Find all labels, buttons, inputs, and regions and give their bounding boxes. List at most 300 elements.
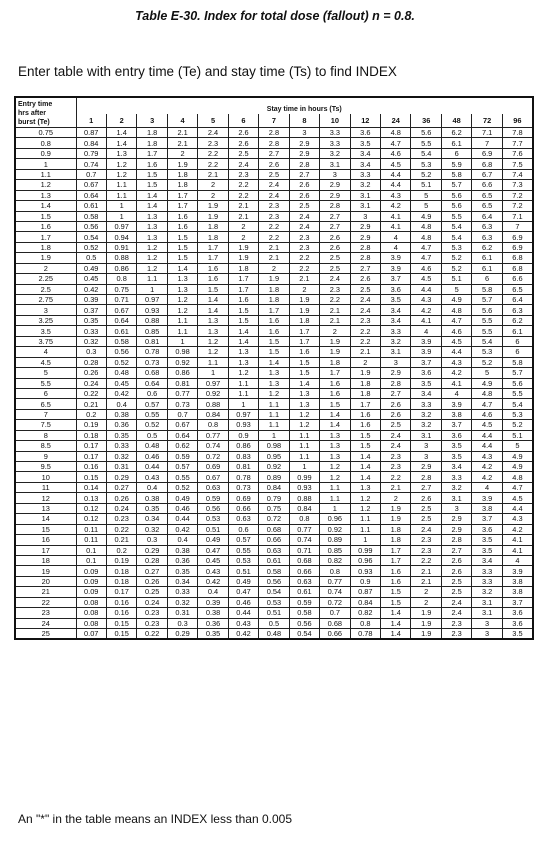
stay-time-column-header: 72 <box>472 114 502 128</box>
index-cell: 1.9 <box>167 159 197 169</box>
index-cell: 2.2 <box>350 326 380 336</box>
index-cell: 1.9 <box>198 211 228 221</box>
index-cell: 5.2 <box>502 420 533 430</box>
index-cell: 2.7 <box>381 388 411 398</box>
index-cell: 0.64 <box>76 190 106 200</box>
table-row <box>15 409 533 419</box>
index-cell: 1.6 <box>320 378 350 388</box>
index-cell: 2.4 <box>381 430 411 440</box>
index-cell: 1.3 <box>289 388 319 398</box>
index-cell: 2.7 <box>441 545 471 555</box>
index-cell: 1.5 <box>259 336 289 346</box>
entry-time-cell: 24 <box>15 618 76 628</box>
index-cell: 2 <box>167 148 197 158</box>
index-cell: 3.4 <box>350 148 380 158</box>
entry-time-cell: 1.4 <box>15 201 76 211</box>
index-cell: 0.24 <box>76 378 106 388</box>
index-cell: 0.25 <box>137 587 167 597</box>
index-cell: 5.4 <box>502 399 533 409</box>
index-cell: 1.2 <box>259 388 289 398</box>
index-cell: 0.5 <box>259 618 289 628</box>
index-cell: 2.4 <box>259 190 289 200</box>
index-cell: 1 <box>167 336 197 346</box>
index-cell: 5.2 <box>441 253 471 263</box>
index-cell: 0.26 <box>76 368 106 378</box>
index-cell: 0.75 <box>106 284 136 294</box>
index-cell: 5.5 <box>441 211 471 221</box>
index-cell: 3.6 <box>441 430 471 440</box>
index-cell: 7 <box>472 138 502 148</box>
table-row <box>15 399 533 409</box>
index-cell: 0.97 <box>106 221 136 231</box>
index-cell: 6 <box>472 274 502 284</box>
index-cell: 1.1 <box>289 451 319 461</box>
index-cell: 2.5 <box>228 148 258 158</box>
index-cell: 1.4 <box>350 451 380 461</box>
index-cell: 3.5 <box>472 545 502 555</box>
index-cell: 2.9 <box>350 221 380 231</box>
index-cell: 0.72 <box>320 597 350 607</box>
index-cell: 2.3 <box>381 451 411 461</box>
index-cell: 1.1 <box>320 482 350 492</box>
index-cell: 0.42 <box>76 284 106 294</box>
index-cell: 2.2 <box>411 555 441 565</box>
index-cell: 2.6 <box>259 159 289 169</box>
index-cell: 0.52 <box>167 482 197 492</box>
index-cell: 4.7 <box>411 253 441 263</box>
index-cell: 0.47 <box>198 545 228 555</box>
entry-time-cell: 16 <box>15 535 76 545</box>
index-cell: 0.36 <box>106 420 136 430</box>
index-cell: 1.2 <box>198 336 228 346</box>
index-cell: 1 <box>350 535 380 545</box>
index-cell: 4.4 <box>472 441 502 451</box>
entry-time-cell: 5.5 <box>15 378 76 388</box>
index-cell: 0.51 <box>228 566 258 576</box>
index-cell: 0.62 <box>167 441 197 451</box>
index-cell: 4.9 <box>472 378 502 388</box>
entry-time-cell: 7.5 <box>15 420 76 430</box>
index-cell: 1.8 <box>228 263 258 273</box>
index-cell: 4.4 <box>472 430 502 440</box>
index-cell: 7.1 <box>472 128 502 138</box>
index-cell: 2.9 <box>289 148 319 158</box>
index-cell: 0.52 <box>106 357 136 367</box>
index-cell: 0.14 <box>76 482 106 492</box>
index-cell: 1.9 <box>381 514 411 524</box>
index-cell: 2.6 <box>381 399 411 409</box>
index-cell: 2.4 <box>411 524 441 534</box>
table-row <box>15 472 533 482</box>
index-cell: 2.6 <box>320 232 350 242</box>
index-cell: 0.38 <box>167 545 197 555</box>
index-cell: 0.66 <box>228 503 258 513</box>
index-cell: 1.6 <box>289 347 319 357</box>
index-cell: 3.1 <box>350 190 380 200</box>
index-cell: 0.56 <box>198 503 228 513</box>
entry-time-cell: 0.8 <box>15 138 76 148</box>
index-cell: 0.16 <box>106 597 136 607</box>
index-cell: 3.6 <box>381 284 411 294</box>
table-row <box>15 368 533 378</box>
index-cell: 2.5 <box>411 503 441 513</box>
index-cell: 2.7 <box>350 263 380 273</box>
index-cell: 0.44 <box>228 608 258 618</box>
index-cell: 1.6 <box>350 420 380 430</box>
table-row <box>15 242 533 252</box>
index-cell: 0.57 <box>137 399 167 409</box>
index-cell: 3.9 <box>381 253 411 263</box>
index-cell: 3.1 <box>381 347 411 357</box>
index-cell: 5.1 <box>502 430 533 440</box>
index-cell: 1.3 <box>167 284 197 294</box>
index-cell: 4.5 <box>381 159 411 169</box>
index-cell: 0.93 <box>137 305 167 315</box>
index-cell: 4.2 <box>502 524 533 534</box>
index-cell: 0.24 <box>137 597 167 607</box>
entry-time-cell: 1.6 <box>15 221 76 231</box>
index-cell: 0.86 <box>228 441 258 451</box>
index-cell: 5.2 <box>411 169 441 179</box>
index-cell: 4.3 <box>502 514 533 524</box>
index-cell: 1.2 <box>198 347 228 357</box>
entry-time-cell: 3.25 <box>15 315 76 325</box>
index-cell: 1.2 <box>137 242 167 252</box>
index-cell: 1.2 <box>320 462 350 472</box>
index-cell: 2.2 <box>259 221 289 231</box>
index-cell: 5.5 <box>411 138 441 148</box>
index-cell: 4.5 <box>472 420 502 430</box>
index-cell: 0.91 <box>106 242 136 252</box>
index-cell: 0.8 <box>198 420 228 430</box>
index-cell: 0.12 <box>76 514 106 524</box>
table-row <box>15 420 533 430</box>
index-cell: 0.08 <box>76 608 106 618</box>
index-cell: 1.1 <box>228 388 258 398</box>
index-cell: 2 <box>289 284 319 294</box>
table-row <box>15 295 533 305</box>
index-cell: 1.7 <box>259 305 289 315</box>
index-cell: 2.9 <box>411 462 441 472</box>
index-cell: 6.3 <box>472 232 502 242</box>
index-cell: 3.5 <box>441 451 471 461</box>
index-cell: 5 <box>411 190 441 200</box>
index-cell: 6.1 <box>441 138 471 148</box>
index-cell: 4 <box>502 555 533 565</box>
index-cell: 5.7 <box>441 180 471 190</box>
index-cell: 2.6 <box>350 274 380 284</box>
index-cell: 0.68 <box>259 524 289 534</box>
index-cell: 1.4 <box>167 263 197 273</box>
index-cell: 7.2 <box>502 201 533 211</box>
index-cell: 2.8 <box>259 138 289 148</box>
index-cell: 0.34 <box>137 514 167 524</box>
entry-time-cell: 8 <box>15 430 76 440</box>
index-cell: 0.98 <box>259 441 289 451</box>
index-cell: 0.35 <box>167 566 197 576</box>
index-cell: 1 <box>289 462 319 472</box>
table-row <box>15 378 533 388</box>
index-cell: 3.7 <box>441 420 471 430</box>
index-cell: 0.95 <box>259 451 289 461</box>
index-cell: 0.78 <box>137 347 167 357</box>
index-cell: 0.93 <box>350 566 380 576</box>
index-cell: 0.56 <box>289 618 319 628</box>
index-cell: 2.1 <box>228 201 258 211</box>
stay-time-column-header: 4 <box>167 114 197 128</box>
index-cell: 2.5 <box>441 587 471 597</box>
index-cell: 4.5 <box>441 336 471 346</box>
index-cell: 0.5 <box>76 253 106 263</box>
index-cell: 0.32 <box>167 597 197 607</box>
index-cell: 0.22 <box>76 388 106 398</box>
index-cell: 2.2 <box>350 336 380 346</box>
index-cell: 0.67 <box>198 472 228 482</box>
index-cell: 1.1 <box>320 493 350 503</box>
table-row <box>15 263 533 273</box>
index-cell: 0.68 <box>289 555 319 565</box>
index-cell: 5.6 <box>441 190 471 200</box>
index-cell: 0.51 <box>198 524 228 534</box>
index-cell: 0.45 <box>198 555 228 565</box>
index-cell: 0.61 <box>259 555 289 565</box>
index-cell: 2.2 <box>381 472 411 482</box>
index-cell: 2.2 <box>289 263 319 273</box>
index-cell: 3.8 <box>441 409 471 419</box>
index-cell: 1.8 <box>137 128 167 138</box>
index-cell: 3.5 <box>381 295 411 305</box>
index-cell: 1.6 <box>167 221 197 231</box>
index-cell: 2.1 <box>320 315 350 325</box>
index-cell: 0.73 <box>137 357 167 367</box>
index-cell: 0.4 <box>198 587 228 597</box>
index-cell: 4.5 <box>502 493 533 503</box>
index-cell: 0.11 <box>76 524 106 534</box>
index-cell: 0.81 <box>167 378 197 388</box>
index-cell: 0.26 <box>137 576 167 586</box>
index-cell: 6.5 <box>472 190 502 200</box>
index-cell: 1.6 <box>259 326 289 336</box>
index-cell: 0.82 <box>320 555 350 565</box>
index-cell: 1.5 <box>320 399 350 409</box>
index-cell: 1.1 <box>228 378 258 388</box>
table-row <box>15 576 533 586</box>
index-cell: 0.79 <box>76 148 106 158</box>
index-cell: 7.7 <box>502 138 533 148</box>
stay-time-header: Stay time in hours (Ts) <box>76 97 533 114</box>
index-cell: 2 <box>411 587 441 597</box>
index-cell: 0.88 <box>106 253 136 263</box>
index-cell: 2.9 <box>381 368 411 378</box>
index-cell: 2.3 <box>441 629 471 640</box>
index-cell: 3.8 <box>502 587 533 597</box>
index-cell: 0.2 <box>106 545 136 555</box>
index-cell: 2.8 <box>441 535 471 545</box>
index-cell: 1.6 <box>381 576 411 586</box>
index-cell: 1.5 <box>137 180 167 190</box>
index-cell: 2.3 <box>411 545 441 555</box>
index-cell: 2.3 <box>228 169 258 179</box>
table-row <box>15 326 533 336</box>
entry-time-cell: 1 <box>15 159 76 169</box>
index-cell: 1.3 <box>259 378 289 388</box>
index-cell: 0.81 <box>228 462 258 472</box>
index-cell: 0.46 <box>167 503 197 513</box>
index-cell: 1.8 <box>381 524 411 534</box>
index-cell: 7.8 <box>502 128 533 138</box>
index-cell: 2.9 <box>320 190 350 200</box>
index-cell: 2.8 <box>411 472 441 482</box>
table-row <box>15 493 533 503</box>
index-cell: 1.5 <box>381 587 411 597</box>
index-cell: 2.5 <box>411 514 441 524</box>
index-cell: 4 <box>441 388 471 398</box>
table-row <box>15 190 533 200</box>
index-cell: 2.1 <box>350 347 380 357</box>
index-cell: 0.33 <box>167 587 197 597</box>
entry-time-cell: 1.7 <box>15 232 76 242</box>
index-cell: 1.9 <box>320 336 350 346</box>
stay-time-column-header: 8 <box>289 114 319 128</box>
index-cell: 1.5 <box>289 357 319 367</box>
index-cell: 0.43 <box>228 618 258 628</box>
index-cell: 3.7 <box>411 357 441 367</box>
index-cell: 5.8 <box>441 169 471 179</box>
index-cell: 3.6 <box>502 618 533 628</box>
index-cell: 2.8 <box>289 159 319 169</box>
entry-time-cell: 21 <box>15 587 76 597</box>
index-cell: 2.2 <box>198 148 228 158</box>
index-cell: 0.4 <box>106 399 136 409</box>
index-cell: 4.6 <box>381 148 411 158</box>
index-cell: 2 <box>381 493 411 503</box>
index-cell: 2.9 <box>289 138 319 148</box>
index-cell: 1.6 <box>198 274 228 284</box>
index-cell: 5.5 <box>502 388 533 398</box>
index-cell: 1.3 <box>320 430 350 440</box>
index-cell: 2.8 <box>350 253 380 263</box>
index-cell: 0.96 <box>350 555 380 565</box>
index-cell: 1.8 <box>350 388 380 398</box>
index-cell: 1.9 <box>198 201 228 211</box>
index-cell: 3.6 <box>411 368 441 378</box>
index-cell: 1.4 <box>228 326 258 336</box>
index-cell: 0.79 <box>259 493 289 503</box>
table-row <box>15 253 533 263</box>
index-cell: 2.6 <box>441 555 471 565</box>
index-cell: 1.1 <box>167 315 197 325</box>
index-cell: 2.4 <box>228 159 258 169</box>
index-cell: 4.8 <box>411 232 441 242</box>
index-cell: 2.3 <box>350 315 380 325</box>
index-cell: 0.88 <box>198 399 228 409</box>
index-cell: 5.7 <box>502 368 533 378</box>
index-cell: 1.5 <box>167 242 197 252</box>
index-cell: 5.5 <box>472 315 502 325</box>
index-cell: 1.8 <box>350 378 380 388</box>
index-cell: 1.9 <box>381 503 411 513</box>
index-cell: 1.1 <box>350 514 380 524</box>
index-cell: 3.9 <box>381 263 411 273</box>
table-row <box>15 535 533 545</box>
index-cell: 0.63 <box>289 576 319 586</box>
index-cell: 2.5 <box>381 420 411 430</box>
index-cell: 0.63 <box>198 482 228 492</box>
index-cell: 0.58 <box>76 211 106 221</box>
index-cell: 2.6 <box>289 190 319 200</box>
index-cell: 2.9 <box>350 232 380 242</box>
index-cell: 2.4 <box>320 274 350 284</box>
index-cell: 1.3 <box>320 441 350 451</box>
index-cell: 0.8 <box>106 274 136 284</box>
index-cell: 0.96 <box>320 514 350 524</box>
index-cell: 1 <box>259 430 289 440</box>
index-cell: 0.6 <box>137 388 167 398</box>
index-cell: 0.89 <box>259 472 289 482</box>
stay-time-column-header: 6 <box>228 114 258 128</box>
entry-time-cell: 15 <box>15 524 76 534</box>
index-cell: 3.2 <box>350 180 380 190</box>
table-row <box>15 180 533 190</box>
index-cell: 0.59 <box>167 451 197 461</box>
index-cell: 1.7 <box>289 326 319 336</box>
entry-time-cell: 9 <box>15 451 76 461</box>
index-cell: 4.2 <box>381 201 411 211</box>
index-cell: 0.4 <box>137 482 167 492</box>
index-cell: 5.4 <box>411 148 441 158</box>
index-cell: 0.89 <box>320 535 350 545</box>
entry-header-line-2: hrs after <box>18 110 47 117</box>
index-cell: 5.3 <box>472 347 502 357</box>
index-cell: 0.97 <box>198 378 228 388</box>
index-cell: 0.59 <box>289 597 319 607</box>
table-row <box>15 524 533 534</box>
index-cell: 1.2 <box>167 295 197 305</box>
index-cell: 2.5 <box>289 201 319 211</box>
index-cell: 2 <box>350 357 380 367</box>
index-cell: 4.6 <box>472 409 502 419</box>
index-cell: 1.4 <box>381 618 411 628</box>
index-cell: 0.38 <box>198 608 228 618</box>
index-cell: 4.1 <box>502 545 533 555</box>
index-cell: 3.1 <box>350 201 380 211</box>
index-cell: 2.8 <box>320 201 350 211</box>
table-row <box>15 305 533 315</box>
index-cell: 5.8 <box>472 284 502 294</box>
index-cell: 2.1 <box>411 576 441 586</box>
index-cell: 0.85 <box>137 326 167 336</box>
index-cell: 3.2 <box>472 587 502 597</box>
index-cell: 2.5 <box>259 169 289 179</box>
index-cell: 5.1 <box>411 180 441 190</box>
index-cell: 2.1 <box>320 305 350 315</box>
index-cell: 1.2 <box>137 263 167 273</box>
table-row <box>15 284 533 294</box>
index-cell: 2.9 <box>441 524 471 534</box>
index-cell: 0.97 <box>137 295 167 305</box>
entry-time-cell: 0.9 <box>15 148 76 158</box>
table-row <box>15 629 533 640</box>
index-cell: 1.1 <box>350 524 380 534</box>
index-cell: 0.42 <box>228 629 258 640</box>
index-cell: 3.5 <box>502 629 533 640</box>
index-cell: 0.66 <box>259 535 289 545</box>
index-cell: 5.6 <box>472 305 502 315</box>
index-cell: 0.92 <box>167 357 197 367</box>
entry-time-cell: 7 <box>15 409 76 419</box>
index-cell: 0.84 <box>259 482 289 492</box>
index-cell: 0.64 <box>167 430 197 440</box>
